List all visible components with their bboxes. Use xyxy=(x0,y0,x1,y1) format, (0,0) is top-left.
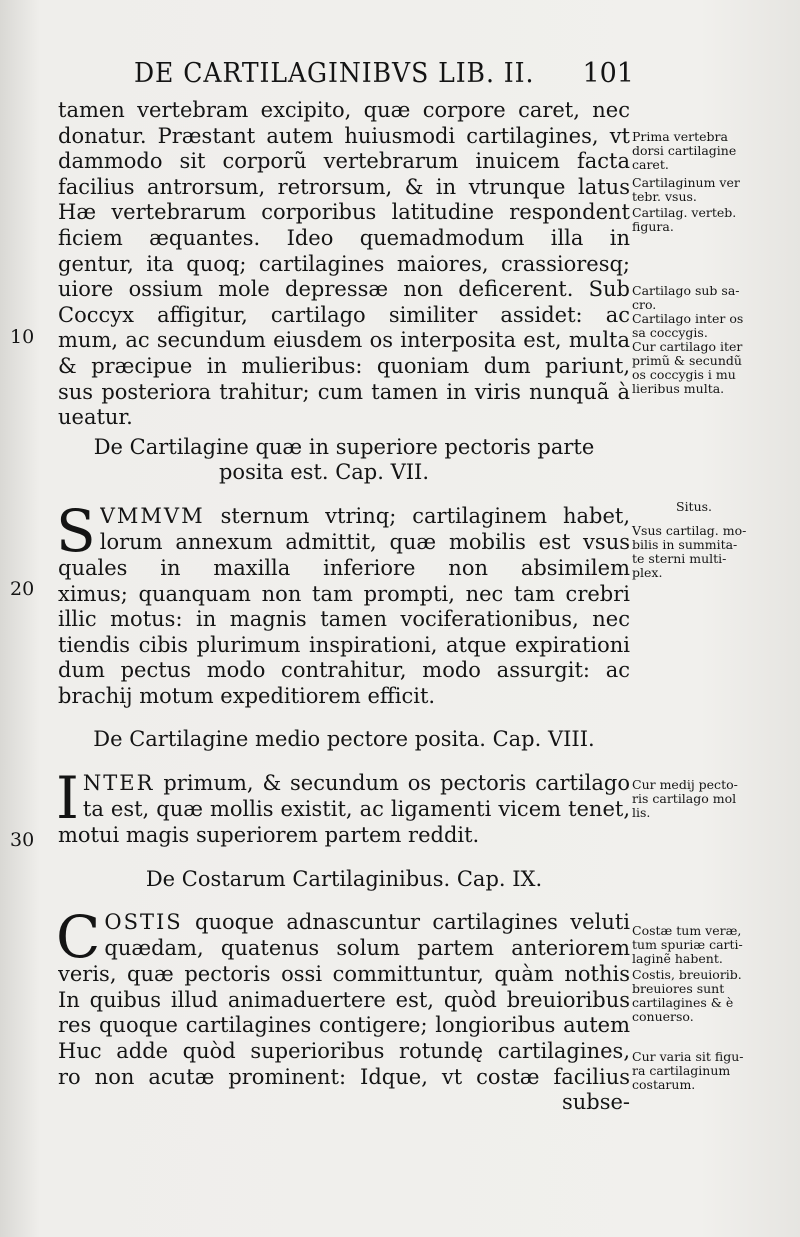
text-line: brachij motum expeditiorem efficit. xyxy=(58,683,436,708)
chapter-7-heading-line-2: posita est. Cap. VII. xyxy=(218,460,430,485)
text-line: quoque adnascuntur cartilagines veluti xyxy=(195,910,630,935)
text-line: donatur. Præstant autem huiusmodi cartilagines, vt xyxy=(58,123,630,148)
chapter-7-heading-line-1: De Cartilagine quæ in superiore pectoris parte xyxy=(93,434,595,459)
text-line: Huc adde quòd superioribus rotundę cartilagines, xyxy=(58,1039,630,1064)
text-line: ximus; quanquam non tam prompti, nec tam crebri xyxy=(58,581,630,606)
text-line: illic motus: in magnis tamen vociferationibus, nec xyxy=(58,607,630,632)
margin-note: Costæ tum veræ, tum spuriæ carti- laginẽ habent. xyxy=(632,923,743,966)
margin-note: Prima vertebra dorsi cartilagine caret. xyxy=(632,129,737,172)
margin-note: Cartilago inter os sa coccygis. xyxy=(632,311,744,340)
dropcap-i: I xyxy=(56,764,79,833)
text-line: dum pectus modo contrahitur, modo assurgit: ac xyxy=(58,658,630,683)
margin-note: Cur cartilago iter primũ & secundũ os coccygis i mu lieribus multa. xyxy=(632,339,743,396)
text-line: In quibus illud animaduertere est, quòd breuioribus xyxy=(58,987,630,1012)
text-line: res quoque cartilagines contigere; longioribus autem xyxy=(58,1013,630,1038)
line-number-20: 20 xyxy=(10,578,35,600)
text-line: & præcipue in mulieribus: quoniam dum pariunt, xyxy=(58,353,630,378)
text-line: ueatur. xyxy=(58,405,133,430)
chapter-7-first-word: VMMVM xyxy=(99,503,205,528)
main-text-block xyxy=(58,98,630,1116)
text-line: primum, & secundum os pectoris cartilago xyxy=(163,771,630,796)
text-line: ro non acutæ prominent: Idque, vt costæ facilius xyxy=(58,1064,630,1089)
chapter-9-paragraph xyxy=(56,903,630,1116)
text-line: gentur, ita quoq; cartilagines maiores, crassioresq; xyxy=(58,251,630,276)
text-line: mum, ac secundum eiusdem os interposita est, multa xyxy=(58,328,630,353)
text-line: motui magis superiorem partem reddit. xyxy=(58,823,480,848)
text-line: tiendis cibis plurimum inspirationi, atque expirationi xyxy=(58,632,630,657)
chapter-9-heading: De Costarum Cartilaginibus. Cap. IX. xyxy=(145,866,543,891)
text-line: Hæ vertebrarum corporibus latitudine respondent xyxy=(58,200,630,225)
text-line: tamen vertebram excipito, quæ corpore caret, nec xyxy=(58,98,630,122)
text-line: ta est, quæ mollis existit, ac ligamenti vicem tenet, xyxy=(82,796,630,821)
text-line: ficiem æquantes. Ideo quemadmodum illa in xyxy=(58,225,630,250)
margin-note: Cartilaginum ver tebr. vsus. xyxy=(632,175,740,204)
text-line: quædam, quatenus solum partem anteriorem xyxy=(104,935,630,960)
running-title: DE CARTILAGINIBVS LIB. II. xyxy=(134,58,535,89)
line-number-30: 30 xyxy=(10,829,35,851)
text-line: lorum annexum admittit, quæ mobilis est vsus xyxy=(99,529,630,554)
text-line: veris, quæ pectoris ossi committuntur, quàm nothis xyxy=(58,962,630,987)
margin-note: Cartilag. verteb. figura. xyxy=(632,205,737,234)
dropcap-s: S xyxy=(56,496,96,565)
chapter-8-first-word: NTER xyxy=(82,771,155,796)
page-header xyxy=(112,58,632,92)
text-line: sus posteriora trahitur; cum tamen in viris nunquã à xyxy=(58,379,630,404)
text-line: quales in maxilla inferiore non absimilem xyxy=(58,555,630,580)
margin-note: Cur varia sit figu- ra cartilaginum costarum. xyxy=(632,1049,744,1092)
text-line: dammodo sit corporũ vertebrarum inuicem facta xyxy=(58,149,630,174)
chapter-8-paragraph xyxy=(56,764,630,849)
text-line: uiore ossium mole depressæ non deficerent. Sub xyxy=(58,277,630,302)
page-number: 101 xyxy=(582,58,634,89)
chapter-7-paragraph xyxy=(56,496,630,710)
margin-note: Costis, breuiorib. breuiores sunt cartilagines & è conuerso. xyxy=(632,967,742,1024)
line-number-10: 10 xyxy=(10,326,35,348)
margin-note: Situs. xyxy=(676,499,713,514)
margin-note: Vsus cartilag. mo- bilis in summita- te sterni multi- plex. xyxy=(632,523,747,580)
dropcap-c: C xyxy=(56,903,101,972)
chapter-9-first-word: OSTIS xyxy=(104,910,183,935)
chapter-8-heading: De Cartilagine medio pectore posita. Cap. VIII. xyxy=(93,727,595,752)
margin-note: Cartilago sub sa- cro. xyxy=(632,283,740,312)
catchword: subse- xyxy=(561,1090,630,1115)
text-line: Coccyx affigitur, cartilago similiter assidet: ac xyxy=(58,302,630,327)
margin-note: Cur medij pecto- ris cartilago mol lis. xyxy=(632,777,738,820)
text-line: sternum vtrinq; cartilaginem habet, xyxy=(220,503,630,528)
text-line: facilius antrorsum, retrorsum, & in vtrunque latus xyxy=(58,174,630,199)
